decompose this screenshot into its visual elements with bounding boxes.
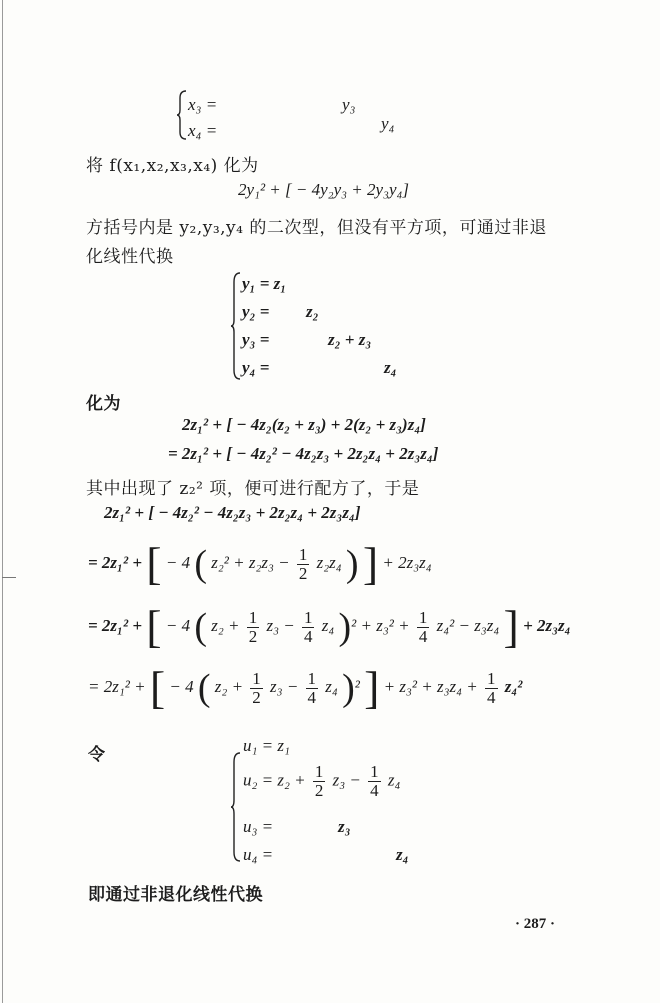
text-line-3: 化线性代换 (86, 247, 174, 267)
equation-2: 2z₁² + [ − 4z₂(z₂ + z₃) + 2(z₂ + z₃)z₄] (182, 415, 426, 434)
equation-5 (88, 538, 432, 589)
system3-fraction-quarter (368, 763, 381, 800)
eq5-part-a: = 2z₁² + (88, 552, 143, 572)
system3-line2-c: z₄ (387, 770, 401, 790)
eq6-fraction-quarter (302, 609, 315, 646)
eq5-paren-close: ) (345, 543, 359, 585)
system3-line1: u₁ = z₁ (243, 736, 290, 755)
eq5-paren-open: ( (194, 543, 207, 585)
eq6-part-g: z₄² − z₃z₄ (436, 615, 500, 635)
page-number: · 287 · (515, 916, 556, 932)
system3-fraction-half (313, 763, 326, 800)
system3-line2-b: z₃ − (332, 770, 361, 790)
eq7-frac3-num: 1 (487, 668, 496, 688)
eq5-part-e: + 2z₃z₄ (382, 552, 432, 572)
eq6-frac2-num: 1 (303, 607, 313, 627)
eq6-bracket-open: [ (146, 601, 162, 652)
text-line-7: 即通过非退化线性代换 (88, 885, 263, 905)
eq5-bracket-close: ] (362, 538, 379, 589)
system2-line4-lhs: y₄ = (242, 358, 270, 377)
equation-1: 2y₁² + [ − 4y₂y₃ + 2y₃y₄] (238, 180, 410, 199)
system2-line3-rhs: z₂ + z₃ (328, 330, 372, 349)
system2-line4-rhs: z₄ (384, 358, 397, 377)
eq7-part-a: = 2z₁² + (88, 676, 146, 696)
text-line-5: 其中出现了 z₂² 项，便可进行配方了，于是 (86, 479, 420, 499)
system3-frac2-den: 4 (370, 781, 379, 800)
system1-brace (176, 90, 188, 140)
margin-tick (2, 577, 16, 578)
system3-line4-lhs: u₄ = (243, 845, 274, 864)
eq7-frac1-den: 2 (252, 687, 261, 707)
eq7-bracket-close: ] (364, 662, 380, 713)
eq6-frac3-num: 1 (418, 607, 428, 627)
eq7-frac3-den: 4 (487, 687, 496, 707)
eq5-part-b: − 4 (165, 552, 191, 572)
eq7-frac2-den: 4 (307, 687, 317, 707)
system2-brace (230, 272, 242, 380)
eq5-fraction (297, 546, 310, 583)
eq7-part-d: z₃ − (270, 676, 299, 696)
text-line-4: 化为 (86, 394, 121, 414)
eq7-paren-close: ) (342, 667, 355, 709)
eq6-part-b: − 4 (165, 615, 191, 635)
system3-frac2-num: 1 (370, 762, 379, 781)
system1-line2-lhs: x₄ = (188, 121, 218, 140)
eq7-part-f: ² (354, 676, 360, 696)
system1-line1-lhs: x₃ = (188, 95, 218, 114)
system3-frac1-num: 1 (314, 762, 324, 781)
eq6-paren-close: ) (338, 606, 352, 648)
system3-frac1-den: 2 (314, 781, 324, 800)
eq5-frac-num: 1 (298, 544, 308, 564)
eq6-part-e: z₄ (321, 615, 335, 635)
text-line-2: 方括号内是 y₂,y₃,y₄ 的二次型，但没有平方项，可通过非退 (86, 218, 547, 238)
eq7-frac2-num: 1 (307, 668, 317, 688)
equation-7 (88, 662, 523, 713)
eq6-fraction-half (247, 609, 260, 646)
equation-4: 2z₁² + [ − 4z₂² − 4z₂z₃ + 2z₂z₄ + 2z₃z₄] (104, 503, 361, 522)
system3-line2-a: u₂ = z₂ + (243, 770, 306, 790)
system2-line2-lhs: y₂ = (242, 302, 270, 321)
eq5-frac-den: 2 (298, 563, 308, 583)
eq7-part-g: + z₃² + z₃z₄ + (383, 676, 478, 696)
eq7-paren-open: ( (197, 667, 211, 709)
eq6-paren-open: ( (194, 606, 207, 648)
eq7-part-h: z₄² (504, 676, 523, 696)
eq6-part-f: ² + z₃² + (351, 615, 410, 635)
eq6-part-a: = 2z₁² + (88, 615, 143, 635)
eq6-frac2-den: 4 (303, 626, 313, 646)
eq5-bracket-open: [ (146, 538, 162, 589)
eq7-bracket-open: [ (149, 662, 166, 713)
system3-brace (230, 752, 242, 862)
eq6-frac1-den: 2 (248, 626, 258, 646)
eq5-part-d: z₂z₄ (316, 552, 342, 572)
system2-line3-lhs: y₃ = (242, 330, 270, 349)
system1-line1-rhs: y₃ (342, 95, 356, 114)
equation-3: = 2z₁² + [ − 4z₂² − 4z₂z₃ + 2z₂z₄ + 2z₃z₄] (168, 444, 439, 463)
eq7-part-c: z₂ + (214, 676, 244, 696)
eq6-frac3-den: 4 (418, 626, 428, 646)
eq6-bracket-close: ] (503, 601, 519, 652)
eq7-part-b: − 4 (169, 676, 194, 696)
system3-line3-rhs: z₃ (338, 817, 351, 836)
equation-6 (88, 601, 571, 652)
text-line-6: 令 (88, 745, 106, 765)
eq6-part-h: + 2z₃z₄ (523, 615, 571, 635)
eq6-part-c: z₂ + (211, 615, 240, 635)
system3-line3-lhs: u₃ = (243, 817, 274, 836)
page-edge-line (2, 0, 3, 1003)
system1-line2-rhs: y₄ (381, 114, 395, 133)
text-line-1: 将 f(x₁,x₂,x₃,x₄) 化为 (86, 156, 259, 176)
system2-line1: y₁ = z₁ (242, 274, 287, 293)
eq7-part-e: z₄ (325, 676, 338, 696)
eq6-part-d: z₃ − (266, 615, 295, 635)
system3-line2 (243, 763, 400, 800)
eq7-fraction-quarter (306, 670, 319, 707)
eq7-frac1-num: 1 (252, 668, 261, 688)
eq7-fraction-quarter-2 (485, 670, 498, 707)
system2-line2-rhs: z₂ (306, 302, 319, 321)
system3-line4-rhs: z₄ (396, 845, 409, 864)
eq6-fraction-quarter-2 (417, 609, 430, 646)
eq7-fraction-half (250, 670, 263, 707)
eq6-frac1-num: 1 (248, 607, 258, 627)
eq5-part-c: z₂² + z₂z₃ − (211, 552, 290, 572)
